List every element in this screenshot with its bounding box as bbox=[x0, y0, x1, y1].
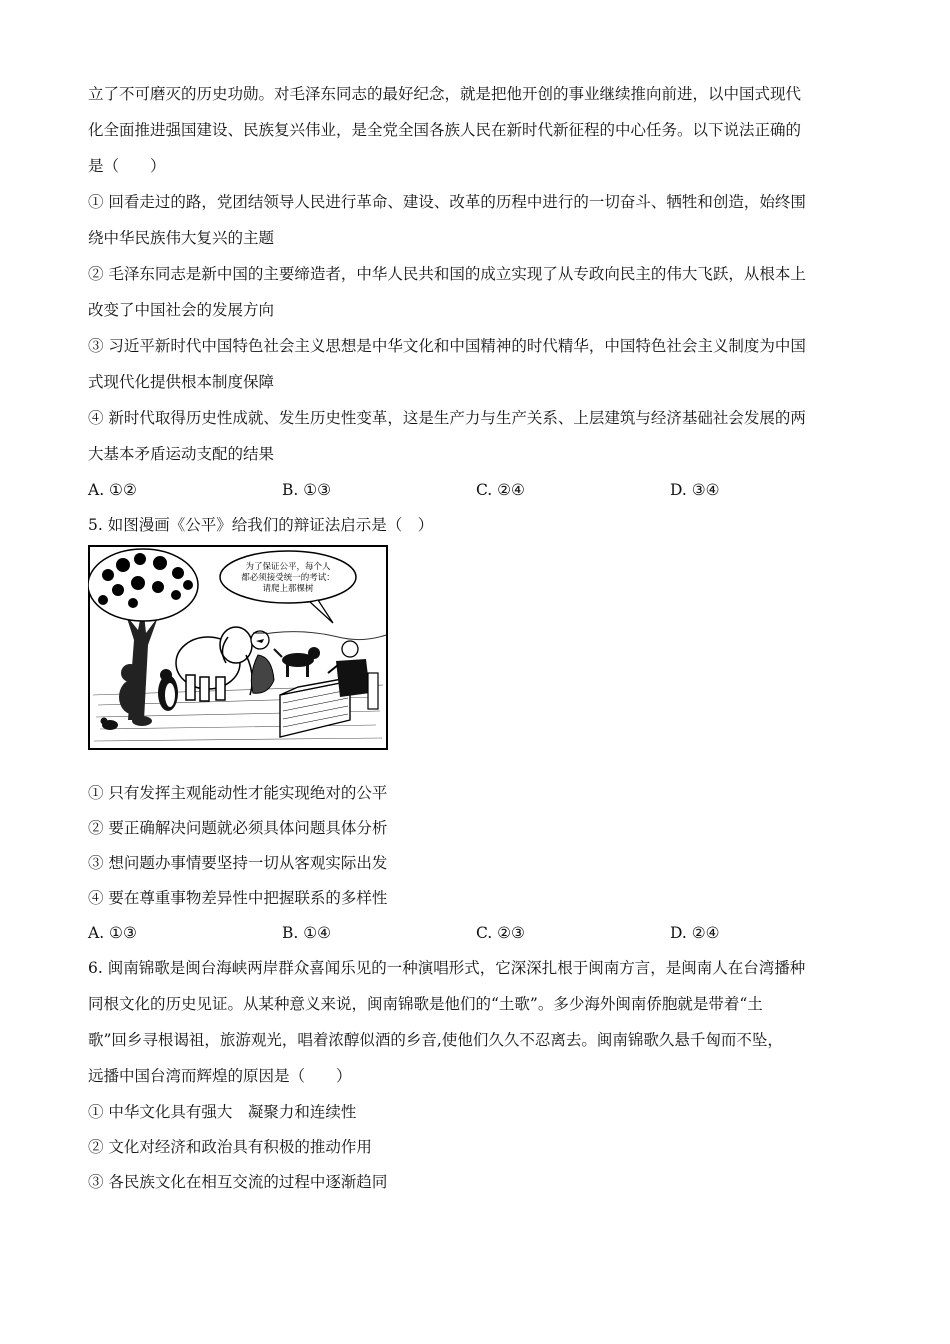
q4-stem-line-2: 化全面推进强国建设、民族复兴伟业，是全党全国各族人民在新时代新征程的中心任务。以下说法正确的 bbox=[88, 121, 802, 139]
q4-statement-1-line-2: 绕中华民族伟大复兴的主题 bbox=[88, 229, 275, 247]
speech-line-3: 请爬上那棵树 bbox=[262, 584, 314, 594]
q5-statement-2: ② 要正确解决问题就必须具体问题具体分析 bbox=[88, 819, 388, 837]
q4-stem-line-3: 是（ ） bbox=[88, 157, 166, 175]
q4-option-d: D. ③④ bbox=[670, 481, 720, 499]
fairness-cartoon bbox=[88, 545, 388, 750]
q5-option-b: B. ①④ bbox=[282, 924, 332, 942]
q5-option-d: D. ②④ bbox=[670, 924, 720, 942]
q5-option-c: C. ②③ bbox=[476, 924, 525, 942]
q5-stem: 5. 如图漫画《公平》给我们的辩证法启示是（ ） bbox=[88, 516, 434, 534]
q4-statement-2-line-1: ② 毛泽东同志是新中国的主要缔造者，中华人民共和国的成立实现了从专政向民主的伟大飞跃，从根本上 bbox=[88, 265, 806, 283]
q6-stem-line-1: 6. 闽南锦歌是闽台海峡两岸群众喜闻乐见的一种演唱形式，它深深扎根于闽南方言，是闽南人在台湾播种 bbox=[88, 959, 806, 977]
q5-statement-4: ④ 要在尊重事物差异性中把握联系的多样性 bbox=[88, 889, 388, 907]
q5-statement-1: ① 只有发挥主观能动性才能实现绝对的公平 bbox=[88, 784, 388, 802]
q4-stem-line-1: 立了不可磨灭的历史功勋。对毛泽东同志的最好纪念，就是把他开创的事业继续推向前进，以中国式现代 bbox=[88, 85, 802, 103]
q6-stem-line-3: 歌”回乡寻根谒祖，旅游观光，唱着浓醇似酒的乡音,使他们久久不忍离去。闽南锦歌久悬千匈而不坠， bbox=[88, 1031, 783, 1049]
q6-statement-3: ③ 各民族文化在相互交流的过程中逐渐趋同 bbox=[88, 1173, 388, 1191]
speech-line-1: 为了保证公平，每个人 bbox=[245, 562, 331, 572]
q4-option-b: B. ①③ bbox=[282, 481, 332, 499]
q6-stem-line-2: 同根文化的历史见证。从某种意义来说，闽南锦歌是他们的“土歌”。多少海外闽南侨胞就是带着“土 bbox=[88, 995, 763, 1013]
speech-line-2: 都必须接受统一的考试： bbox=[241, 573, 335, 583]
q6-statement-2: ② 文化对经济和政治具有积极的推动作用 bbox=[88, 1138, 372, 1156]
q4-statement-2-line-2: 改变了中国社会的发展方向 bbox=[88, 301, 275, 319]
q4-statement-4-line-1: ④ 新时代取得历史性成就、发生历史性变革，这是生产力与生产关系、上层建筑与经济基础社会发展的两 bbox=[88, 409, 806, 427]
q6-statement-1: ① 中华文化具有强大 凝聚力和连续性 bbox=[88, 1103, 357, 1121]
q4-statement-3-line-1: ③ 习近平新时代中国特色社会主义思想是中华文化和中国精神的时代精华，中国特色社会主义制度为中国 bbox=[88, 337, 806, 355]
q4-statement-4-line-2: 大基本矛盾运动支配的结果 bbox=[88, 445, 275, 463]
q6-stem-line-4: 远播中国台湾而辉煌的原因是（ ） bbox=[88, 1067, 352, 1085]
q4-option-a: A. ①② bbox=[88, 481, 137, 499]
fishbowl-illustration bbox=[251, 631, 269, 649]
q4-statement-1-line-1: ① 回看走过的路，党团结领导人民进行革命、建设、改革的历程中进行的一切奋斗、牺牲和创造，始终围 bbox=[88, 193, 806, 211]
q5-option-a: A. ①③ bbox=[88, 924, 137, 942]
q5-statement-3: ③ 想问题办事情要坚持一切从客观实际出发 bbox=[88, 854, 388, 872]
q4-statement-3-line-2: 式现代化提供根本制度保障 bbox=[88, 373, 275, 391]
q4-option-c: C. ②④ bbox=[476, 481, 525, 499]
